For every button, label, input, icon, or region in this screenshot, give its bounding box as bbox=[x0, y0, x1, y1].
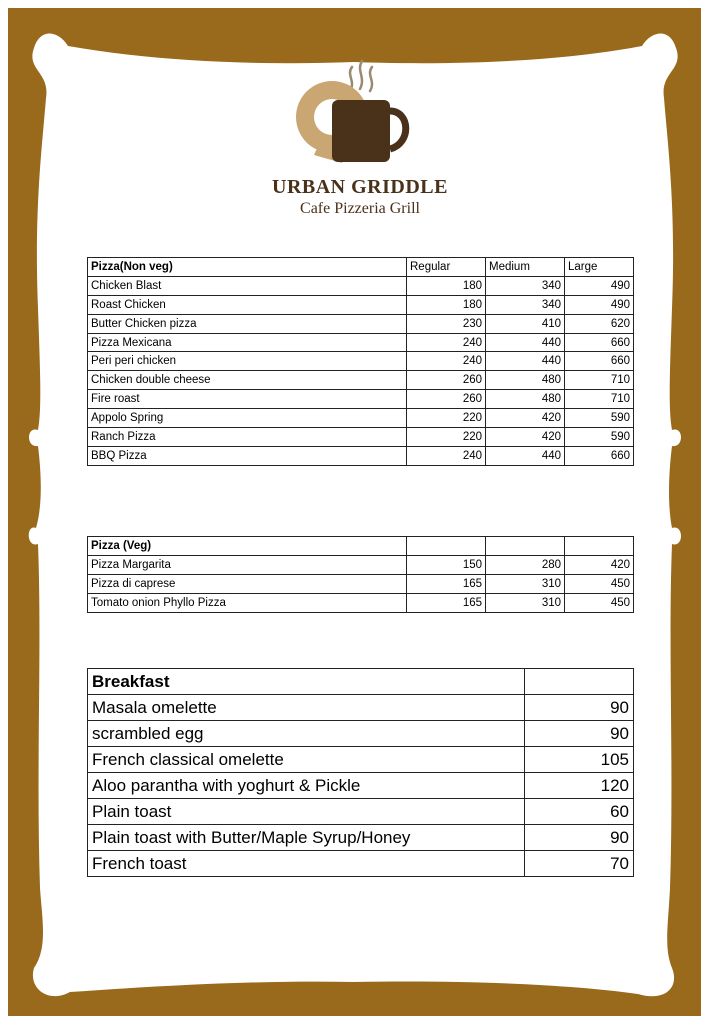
price-regular: 165 bbox=[407, 593, 486, 612]
table-row bbox=[88, 371, 634, 390]
price-large: 620 bbox=[565, 314, 634, 333]
table-row bbox=[88, 574, 634, 593]
price-regular: 180 bbox=[407, 276, 486, 295]
table-row bbox=[88, 555, 634, 574]
item-name: Masala omelette bbox=[88, 695, 525, 721]
price-medium: 340 bbox=[486, 295, 565, 314]
section-title: Breakfast bbox=[88, 669, 525, 695]
price-large: 660 bbox=[565, 333, 634, 352]
price: 90 bbox=[525, 721, 634, 747]
brand-name: URBAN GRIDDLE bbox=[272, 176, 448, 198]
table-row bbox=[88, 428, 634, 447]
pizza-nonveg-table bbox=[87, 257, 634, 466]
price-medium: 280 bbox=[486, 555, 565, 574]
price-regular: 240 bbox=[407, 352, 486, 371]
price-large: 590 bbox=[565, 428, 634, 447]
price-medium: 420 bbox=[486, 428, 565, 447]
item-name: Pizza di caprese bbox=[88, 574, 407, 593]
table-row bbox=[88, 314, 634, 333]
item-name: French toast bbox=[88, 851, 525, 877]
price-medium: 480 bbox=[486, 371, 565, 390]
table-header-row bbox=[88, 669, 634, 695]
table-row bbox=[88, 333, 634, 352]
item-name: Ranch Pizza bbox=[88, 428, 407, 447]
item-name: Pizza Mexicana bbox=[88, 333, 407, 352]
item-name: Fire roast bbox=[88, 390, 407, 409]
price-large: 490 bbox=[565, 276, 634, 295]
price: 70 bbox=[525, 851, 634, 877]
price-large: 450 bbox=[565, 574, 634, 593]
table-row bbox=[88, 721, 634, 747]
item-name: Aloo parantha with yoghurt & Pickle bbox=[88, 773, 525, 799]
price-medium: 410 bbox=[486, 314, 565, 333]
price-regular: 180 bbox=[407, 295, 486, 314]
item-name: Peri peri chicken bbox=[88, 352, 407, 371]
price-medium: 440 bbox=[486, 446, 565, 465]
item-name: Tomato onion Phyllo Pizza bbox=[88, 593, 407, 612]
price-regular: 150 bbox=[407, 555, 486, 574]
table-row bbox=[88, 773, 634, 799]
price: 60 bbox=[525, 799, 634, 825]
column-header-large: Large bbox=[565, 258, 634, 277]
table-row bbox=[88, 276, 634, 295]
price: 105 bbox=[525, 747, 634, 773]
table-row bbox=[88, 695, 634, 721]
table-row bbox=[88, 295, 634, 314]
item-name: Appolo Spring bbox=[88, 409, 407, 428]
item-name: Roast Chicken bbox=[88, 295, 407, 314]
table-row bbox=[88, 825, 634, 851]
item-name: BBQ Pizza bbox=[88, 446, 407, 465]
price-medium: 440 bbox=[486, 333, 565, 352]
empty-cell bbox=[565, 537, 634, 556]
table-header-row bbox=[88, 537, 634, 556]
price-large: 660 bbox=[565, 352, 634, 371]
price-medium: 310 bbox=[486, 574, 565, 593]
price-large: 710 bbox=[565, 390, 634, 409]
price-regular: 240 bbox=[407, 333, 486, 352]
item-name: Plain toast with Butter/Maple Syrup/Honey bbox=[88, 825, 525, 851]
item-name: Chicken Blast bbox=[88, 276, 407, 295]
price-medium: 480 bbox=[486, 390, 565, 409]
table-row bbox=[88, 352, 634, 371]
section-title: Pizza (Veg) bbox=[88, 537, 407, 556]
column-header-regular: Regular bbox=[407, 258, 486, 277]
table-row bbox=[88, 593, 634, 612]
price: 120 bbox=[525, 773, 634, 799]
price-medium: 440 bbox=[486, 352, 565, 371]
price-large: 420 bbox=[565, 555, 634, 574]
price-large: 710 bbox=[565, 371, 634, 390]
empty-cell bbox=[486, 537, 565, 556]
item-name: Plain toast bbox=[88, 799, 525, 825]
price-regular: 220 bbox=[407, 409, 486, 428]
table-row bbox=[88, 747, 634, 773]
price-medium: 420 bbox=[486, 409, 565, 428]
section-title: Pizza(Non veg) bbox=[88, 258, 407, 277]
item-name: Pizza Margarita bbox=[88, 555, 407, 574]
table-header-row bbox=[88, 258, 634, 277]
table-row bbox=[88, 799, 634, 825]
price-large: 660 bbox=[565, 446, 634, 465]
empty-cell bbox=[525, 669, 634, 695]
table-row bbox=[88, 390, 634, 409]
table-row bbox=[88, 446, 634, 465]
price-regular: 165 bbox=[407, 574, 486, 593]
empty-cell bbox=[407, 537, 486, 556]
brand-tagline: Cafe Pizzeria Grill bbox=[300, 200, 420, 217]
price-large: 450 bbox=[565, 593, 634, 612]
price-regular: 230 bbox=[407, 314, 486, 333]
price-regular: 240 bbox=[407, 446, 486, 465]
column-header-medium: Medium bbox=[486, 258, 565, 277]
pizza-veg-table bbox=[87, 536, 634, 613]
price-regular: 260 bbox=[407, 371, 486, 390]
item-name: Chicken double cheese bbox=[88, 371, 407, 390]
table-row bbox=[88, 851, 634, 877]
price-regular: 220 bbox=[407, 428, 486, 447]
item-name: French classical omelette bbox=[88, 747, 525, 773]
table-row bbox=[88, 409, 634, 428]
breakfast-table bbox=[87, 668, 634, 877]
price-large: 490 bbox=[565, 295, 634, 314]
price-medium: 310 bbox=[486, 593, 565, 612]
price: 90 bbox=[525, 695, 634, 721]
price-medium: 340 bbox=[486, 276, 565, 295]
item-name: Butter Chicken pizza bbox=[88, 314, 407, 333]
item-name: scrambled egg bbox=[88, 721, 525, 747]
price-large: 590 bbox=[565, 409, 634, 428]
price-regular: 260 bbox=[407, 390, 486, 409]
price: 90 bbox=[525, 825, 634, 851]
